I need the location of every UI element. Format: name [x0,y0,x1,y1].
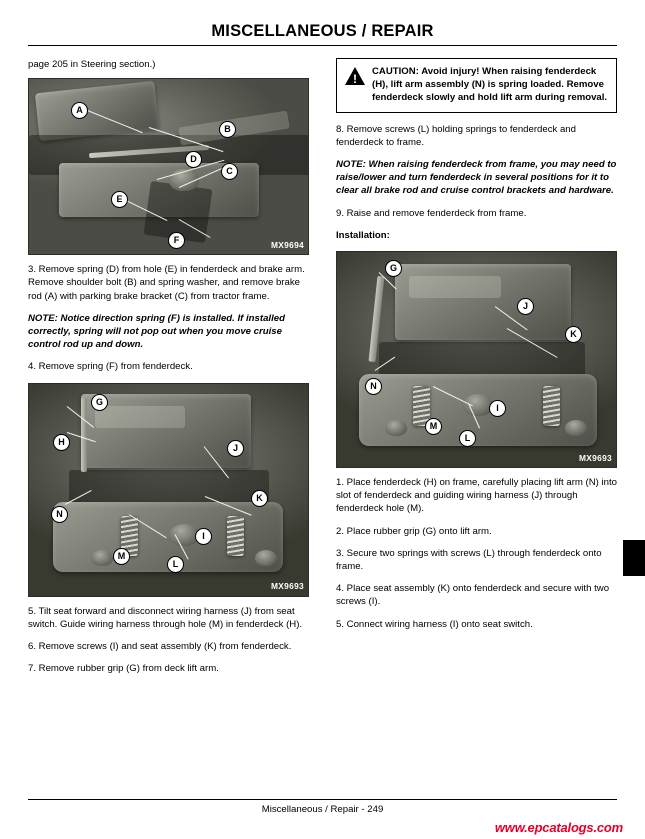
photo-part-grommet-right [255,550,277,566]
photo-part-grommet-left [91,550,113,566]
step-6: 6. Remove screws (I) and seat assembly (K) from fenderdeck. [28,641,292,653]
installation-heading: Installation: [336,229,390,241]
step-3: 3. Remove spring (D) from hole (E) in fenderdeck and brake arm. Remove shoulder bolt (B) and spring washer, and remove brake rod (A) with parking brake bracket (C) from tractor frame. [28,264,305,302]
continuation-line: page 205 in Steering section.) [28,59,156,70]
right-column [336,58,617,640]
left-column [28,58,309,684]
figure-callout-k: K [251,490,268,507]
figure-callout-a: A [71,102,88,119]
step-7: 7. Remove rubber grip (G) from deck lift arm. [28,663,219,675]
caution-label: CAUTION: [372,66,419,77]
header-divider [28,45,617,46]
figure-callout-j: J [227,440,244,457]
photo-label-plate [95,406,185,428]
figure-callout-n: N [365,378,382,395]
caution-box [336,58,617,113]
footer-divider [28,799,617,800]
watermark: www.epcatalogs.com [494,820,623,835]
photo-part-grommet-left [385,420,407,436]
figure-code: MX9693 [271,581,304,592]
install-step-3: 3. Secure two springs with screws (L) through fenderdeck onto frame. [336,547,602,573]
figure-callout-h: H [53,434,70,451]
step-4: 4. Remove spring (F) from fenderdeck. [28,361,193,373]
install-step-2: 2. Place rubber grip (G) onto lift arm. [336,525,492,537]
photo-part-spring-right [227,516,244,556]
figure-callout-e: E [111,191,128,208]
figure-callout-g: G [385,260,402,277]
photo-part-grommet-right [565,420,587,436]
section-tab-marker [623,540,645,576]
warning-triangle-icon [344,66,366,86]
figure-callout-m: M [425,418,442,435]
step-5: 5. Tilt seat forward and disconnect wiring harness (J) from seat switch. Guide wiring harness through hole (M) in fenderdeck (H). [28,605,303,630]
install-step-4: 4. Place seat assembly (K) onto fenderdeck and secure with two screws (I). [336,583,610,608]
figure-fenderdeck-removal [28,383,309,597]
figure-callout-i: I [195,528,212,545]
figure-callout-f: F [168,232,185,249]
caution-text [372,65,609,105]
figure-callout-l: L [459,430,476,447]
step-8: 8. Remove screws (L) holding springs to fenderdeck and fenderdeck to frame. [336,123,576,148]
figure-callout-l: L [167,556,184,573]
caution-body: Avoid injury! When raising fenderdeck (H), lift arm assembly (N) is spring loaded. Remove fenderdeck slowly and hold lift arm during removal. [372,66,608,104]
figure-callout-d: D [185,151,202,168]
photo-part-spring-right [543,386,560,426]
figure-callout-g: G [91,394,108,411]
figure-callout-j: J [517,298,534,315]
figure-callout-n: N [51,506,68,523]
footer-page-number: Miscellaneous / Repair - 249 [261,804,384,815]
step-9: 9. Raise and remove fenderdeck from frame. [336,207,527,219]
figure-callout-b: B [219,121,236,138]
figure-callout-m: M [113,548,130,565]
note-2: NOTE: When raising fenderdeck from frame, you may need to raise/lower and turn fenderdeck in several positions for it to clear all brake rod and cruise control brackets and hardware. [336,159,617,197]
note-1: NOTE: Notice direction spring (F) is installed. If installed correctly, spring will not pop out when you move cruise control rod up and down. [28,312,285,351]
figure-code: MX9694 [271,240,304,250]
figure-code: MX9693 [579,452,612,463]
photo-part-lift-arm [81,398,87,472]
figure-callout-i: I [489,400,506,417]
page-footer [28,799,617,815]
page-header [28,22,617,46]
photo-label-plate [409,276,501,298]
svg-text:!: ! [353,72,357,86]
install-step-5: 5. Connect wiring harness (I) onto seat switch. [336,618,533,630]
install-step-1: 1. Place fenderdeck (H) on frame, carefully placing lift arm (N) into slot of fenderdeck and guiding wiring harness (J) through fenderdeck hole (M). [336,477,617,515]
figure-brake-rod-assembly [28,78,309,255]
figure-callout-c: C [221,163,238,180]
figure-fenderdeck-installation [336,251,617,468]
page-title: MISCELLANEOUS / REPAIR [211,22,434,40]
figure-callout-k: K [565,326,582,343]
